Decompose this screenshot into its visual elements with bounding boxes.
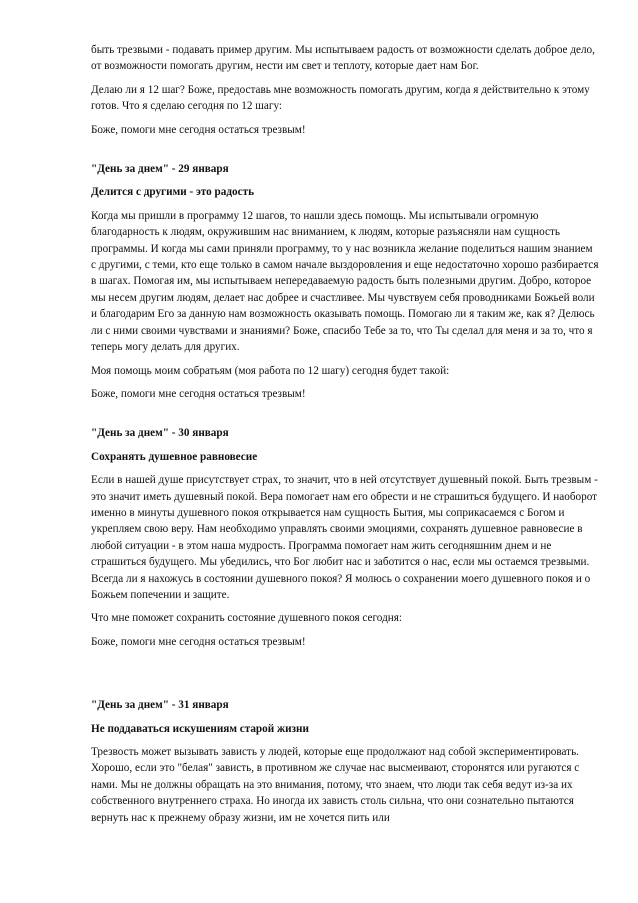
paragraph: Что мне поможет сохранить состояние душевного покоя сегодня: xyxy=(91,612,403,625)
entry-jan-31 xyxy=(91,697,599,826)
prayer-line: Боже, помоги мне сегодня остаться трезвым! xyxy=(91,635,306,648)
entry-jan-30 xyxy=(91,425,599,650)
prayer-line: Боже, помоги мне сегодня остаться трезвым! xyxy=(91,387,306,400)
entry-jan-29 xyxy=(91,161,599,402)
entry-title: Сохранять душевное равновесие xyxy=(91,450,258,463)
entry-date-heading: "День за днем" - 30 января xyxy=(91,427,229,440)
entry-date-heading: "День за днем" - 29 января xyxy=(91,163,229,176)
entry-date-heading: "День за днем" - 31 января xyxy=(91,699,229,712)
entry-title: Не поддаваться искушениям старой жизни xyxy=(91,722,309,735)
paragraph: Трезвость может вызывать зависть у людей, которые еще продолжают над собой экспериментировать. Хорошо, если это "белая" зависть, в противном же случае нас высмеивают, сторонятся или ругаются с нами. Мы не должны обращать на это внимания, потому, что знаем, что люди так себя ведут из-за их собственного внутреннего страха. Но иногда их зависть столь сильна, что они сознательно пытаются вернуть нас к прежнему образу жизни, им не хочется пить или xyxy=(91,746,580,824)
paragraph: Моя помощь моим собратьям (моя работа по 12 шагу) сегодня будет такой: xyxy=(91,364,450,377)
paragraph: Когда мы пришли в программу 12 шагов, то нашли здесь помощь. Мы испытывали огромную благодарность к людям, окружившим нас вниманием, к людям, которые разъясняли нам сущность программы. И когда мы сами приняли программу, то у нас возникла желание поделиться нашим знанием с другими, с теми, кто еще только в самом начале выздоровления и еще недостаточно хорошо разбирается в шагах. Помогая им, мы испытываем непередаваемую радость быть полезными другим. Добро, которое мы несем другим людям, делает нас добрее и счастливее. Мы чувствуем себя проводниками Божьей воли и благодарим Его за данную нам возможность оказывать помощь. Помогаю ли я таким же, как я? Делюсь ли с ними своими чувствами и знаниями? Боже, спасибо Тебе за то, что Ты сделал для меня и за то, что я теперь могу делать для других. xyxy=(91,209,599,354)
paragraph: быть трезвыми - подавать пример другим. Мы испытываем радость от возможности сделать доброе дело, от возможности помогать другим, нести им свет и теплоту, которые дает нам Бог. xyxy=(91,44,595,73)
paragraph: Делаю ли я 12 шаг? Боже, предоставь мне возможность помогать другим, когда я действительно к этому готов. Что я сделаю сегодня по 12 шагу: xyxy=(91,83,590,113)
entry-title: Делится с другими - это радость xyxy=(91,186,254,199)
prayer-line: Боже, помоги мне сегодня остаться трезвым! xyxy=(91,123,306,136)
document-content xyxy=(91,42,599,833)
paragraph: Если в нашей душе присутствует страх, то значит, что в ней отсутствует душевный покой. Быть трезвым - это значит иметь душевный покой. Вера помогает нам его обрести и не страшиться будущего. И наоборот именно в минуты душевного покоя открывается нам сущность Бытия, мы соприкасаемся с Богом и укрепляем свою веру. Нам необходимо управлять своими эмоциями, сохранять душевное равновесие в любой ситуации - в этом наша мудрость. Программа помогает нам жить сегодняшним днем и не страшиться будущего. Мы убедились, что Бог любит нас и заботится о нас, если мы остаемся трезвыми. Всегда ли я нахожусь в состоянии душевного покоя? Я молюсь о сохранении моего душевного покоя и о Божьем попечении и защите. xyxy=(91,474,598,601)
entry-continued xyxy=(91,42,599,138)
